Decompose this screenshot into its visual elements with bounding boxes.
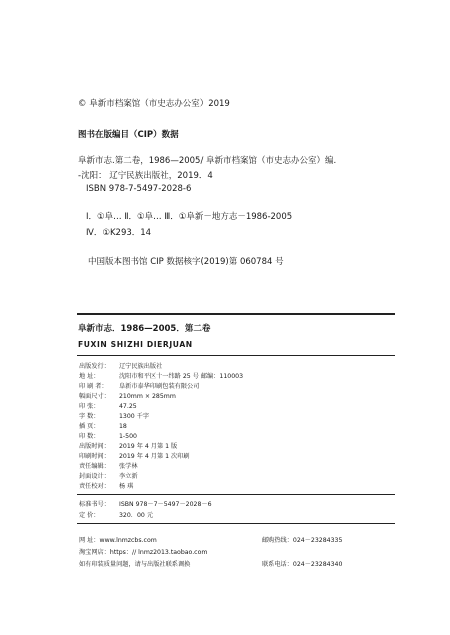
copyright-notice: © 阜新市档案馆（市史志办公室）2019 <box>78 99 230 109</box>
cip-number: 中国版本图书馆 CIP 数据核字(2019)第 060784 号 <box>88 257 284 267</box>
detail-value: 沈阳市和平区十一纬路 25 号 邮编：110003 <box>119 373 244 380</box>
detail-value: 1300 千字 <box>119 413 150 420</box>
subject-line-1: Ⅰ．①阜… Ⅱ．①阜… Ⅲ．①阜新－地方志－1986-2005 <box>86 212 293 222</box>
details-divider <box>77 494 395 495</box>
detail-value: 李立新 <box>119 473 138 480</box>
detail-value: 张学林 <box>119 463 138 470</box>
detail-value: 47.25 <box>119 403 137 410</box>
detail-row <box>79 451 190 460</box>
contact-phone: 联系电话：024－23284340 <box>262 561 343 568</box>
detail-value: 18 <box>119 423 127 430</box>
quality-notice: 如有印装质量问题，请与出版社联系调换 <box>79 561 191 568</box>
detail-value: 1-500 <box>119 433 137 440</box>
cip-line-3: ISBN 978-7-5497-2028-6 <box>86 184 192 194</box>
detail-value: 杨 琪 <box>119 483 134 490</box>
detail-row <box>79 361 162 370</box>
detail-label: 出版发行： <box>79 363 110 370</box>
title-divider <box>77 355 395 356</box>
detail-value: 辽宁民族出版社 <box>119 363 163 370</box>
isbn-value: ISBN 978－7－5497－2028－6 <box>119 501 212 508</box>
taobao-store: 淘宝网店：https：// lnmz2013.taobao.com <box>79 549 208 556</box>
detail-label: 责任校对： <box>79 483 110 490</box>
detail-value: 阜新市泰华印刷包装有限公司 <box>119 383 200 390</box>
price-row <box>79 510 153 519</box>
price-divider <box>77 523 395 524</box>
detail-value: 210mm × 285mm <box>119 393 176 400</box>
detail-label: 印 刷 者： <box>79 383 108 390</box>
detail-row <box>79 471 138 480</box>
cip-line-2: -沈阳： 辽宁民族出版社，2019．4 <box>78 171 213 181</box>
detail-row <box>79 411 149 420</box>
detail-label: 封面设计： <box>79 473 110 480</box>
cip-line-1: 阜新市志.第二卷，1986—2005/ 阜新市档案馆（市史志办公室）编. <box>78 156 337 166</box>
detail-label: 出版时间： <box>79 443 110 450</box>
detail-row <box>79 461 138 470</box>
cip-divider <box>77 313 395 315</box>
isbn-row <box>79 499 212 508</box>
detail-label: 印刷时间： <box>79 453 110 460</box>
cip-heading: 图书在版编目（CIP）数据 <box>78 130 179 140</box>
price-label: 定 价： <box>79 512 100 519</box>
detail-value: 2019 年 4 月第 1 次印刷 <box>119 453 190 460</box>
book-title-pinyin: FUXIN SHIZHI DIERJUAN <box>78 340 193 349</box>
detail-row <box>79 381 199 390</box>
isbn-label: 标准书号： <box>79 501 110 508</box>
detail-label: 印 张： <box>79 403 100 410</box>
subject-line-2: Ⅳ．①K293．14 <box>86 228 152 238</box>
price-value: 320．00 元 <box>119 512 154 519</box>
mail-order-hotline: 邮购热线：024－23284335 <box>262 537 343 544</box>
detail-label: 插 页： <box>79 423 100 430</box>
detail-row <box>79 371 243 380</box>
website: 网 址：www.lnmzcbs.com <box>79 537 157 544</box>
detail-label: 印 数： <box>79 433 100 440</box>
detail-label: 责任编辑： <box>79 463 110 470</box>
detail-label: 地 址： <box>79 373 100 380</box>
detail-row <box>79 441 177 450</box>
detail-row <box>79 481 133 490</box>
detail-row <box>79 391 176 400</box>
detail-value: 2019 年 4 月第 1 版 <box>119 443 178 450</box>
detail-row <box>79 431 137 440</box>
detail-row <box>79 401 137 410</box>
book-title-cn: 阜新市志．1986—2005．第二卷 <box>78 324 211 334</box>
detail-label: 字 数： <box>79 413 100 420</box>
detail-row <box>79 421 127 430</box>
detail-label: 幅面尺寸： <box>79 393 110 400</box>
